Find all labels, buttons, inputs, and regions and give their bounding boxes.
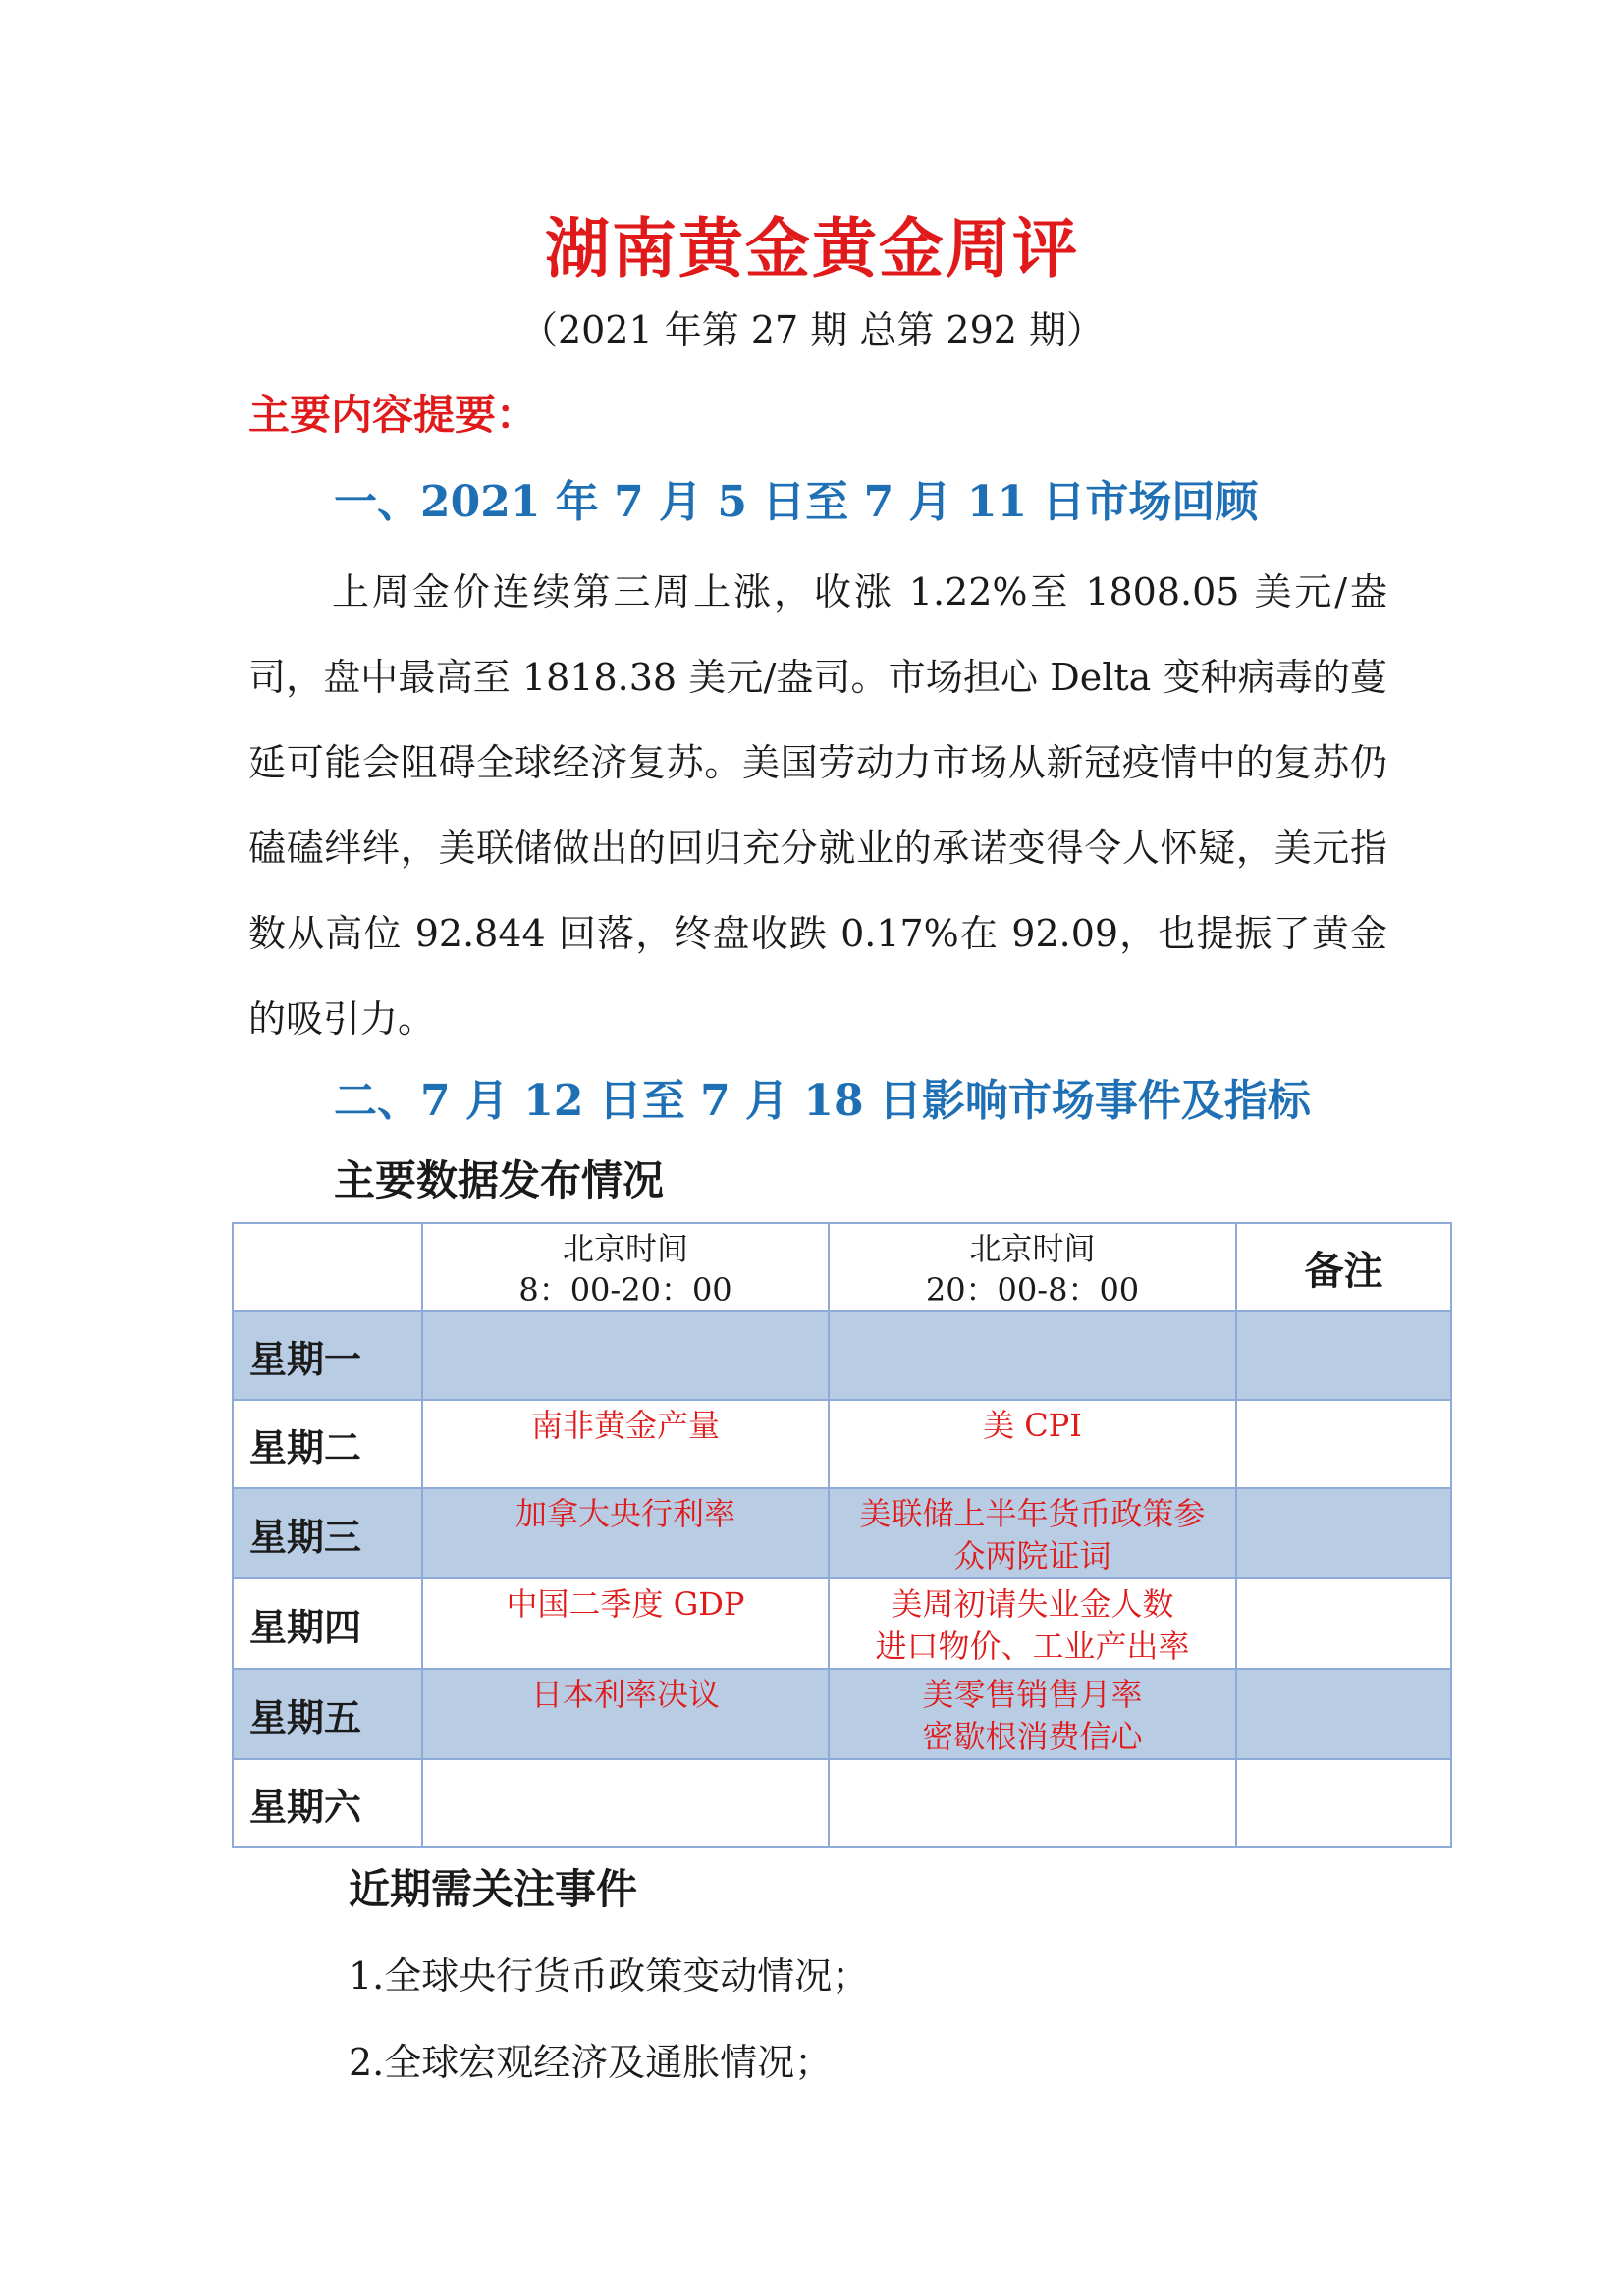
day-cell: 星期三 — [233, 1488, 422, 1578]
table-row — [233, 1311, 1451, 1400]
section1-body: 上周金价连续第三周上涨，收涨 1.22%至 1808.05 美元/盎司，盘中最高至 1818.38 美元/盎司。市场担心 Delta 变种病毒的蔓延可能会阻碍全球经济复苏。美国劳动力市场从新冠疫情中的复苏仍磕磕绊绊，美联储做出的回归充分就业的承诺变得令人怀疑，美元指数从高位 92.844 回落，终盘收跌 0.17%在 92.09，也提振了黄金的吸引力。 — [248, 570, 1387, 1041]
table-row — [233, 1400, 1451, 1488]
day-cell: 星期一 — [233, 1311, 422, 1400]
daytime-events-cell — [422, 1400, 829, 1488]
event-text: 中国二季度 GDP — [506, 1585, 745, 1623]
focus-heading: 近期需关注事件 — [349, 1865, 638, 1913]
data-release-subheading: 主要数据发布情况 — [334, 1156, 665, 1204]
daytime-events-cell — [422, 1578, 829, 1669]
summary-heading: 主要内容提要： — [248, 391, 538, 439]
table-corner-cell — [233, 1223, 422, 1311]
event-text: 南非黄金产量 — [530, 1407, 720, 1444]
nighttime-events-cell — [829, 1578, 1236, 1669]
note-cell — [1236, 1669, 1451, 1759]
event-text: 日本利率决议 — [530, 1676, 720, 1713]
event-text: 美周初请失业金人数 — [891, 1585, 1174, 1623]
header-note: 备注 — [1236, 1223, 1451, 1311]
page-title: 湖南黄金黄金周评 — [545, 210, 1079, 287]
table-row — [233, 1669, 1451, 1759]
nighttime-events-cell — [829, 1669, 1236, 1759]
daytime-events-cell — [422, 1669, 829, 1759]
nighttime-events-cell — [829, 1759, 1236, 1847]
focus-item: 1.全球央行货币政策变动情况； — [349, 1954, 870, 1998]
note-cell — [1236, 1578, 1451, 1669]
issue-subtitle: （2021 年第 27 期 总第 292 期） — [519, 308, 1105, 351]
event-text: 众两院证词 — [953, 1537, 1111, 1575]
day-cell: 星期五 — [233, 1669, 422, 1759]
focus-item: 2.全球宏观经济及通胀情况； — [349, 2041, 833, 2084]
table-row — [233, 1578, 1451, 1669]
header-daytime: 北京时间 8：00-20：00 — [422, 1223, 829, 1311]
data-release-table — [232, 1222, 1452, 1848]
event-text: 加拿大央行利率 — [514, 1495, 735, 1532]
nighttime-events-cell — [829, 1311, 1236, 1400]
section2-heading: 二、7 月 12 日至 7 月 18 日影响市场事件及指标 — [334, 1076, 1311, 1126]
day-cell: 星期六 — [233, 1759, 422, 1847]
day-cell: 星期二 — [233, 1400, 422, 1488]
note-cell — [1236, 1400, 1451, 1488]
daytime-events-cell — [422, 1488, 829, 1578]
header-nighttime: 北京时间 20：00-8：00 — [829, 1223, 1236, 1311]
table-header-row — [233, 1223, 1451, 1311]
table-row — [233, 1759, 1451, 1847]
day-cell: 星期四 — [233, 1578, 422, 1669]
event-text: 进口物价、工业产出率 — [875, 1628, 1190, 1665]
event-text: 美 CPI — [983, 1407, 1082, 1444]
event-text: 美联储上半年货币政策参 — [859, 1495, 1206, 1532]
event-text: 密歇根消费信心 — [922, 1718, 1143, 1755]
note-cell — [1236, 1759, 1451, 1847]
note-cell — [1236, 1488, 1451, 1578]
section1-heading: 一、2021 年 7 月 5 日至 7 月 11 日市场回顾 — [334, 477, 1259, 527]
event-text: 美零售销售月率 — [922, 1676, 1143, 1713]
table-row — [233, 1488, 1451, 1578]
note-cell — [1236, 1311, 1451, 1400]
daytime-events-cell — [422, 1311, 829, 1400]
nighttime-events-cell — [829, 1488, 1236, 1578]
nighttime-events-cell — [829, 1400, 1236, 1488]
daytime-events-cell — [422, 1759, 829, 1847]
